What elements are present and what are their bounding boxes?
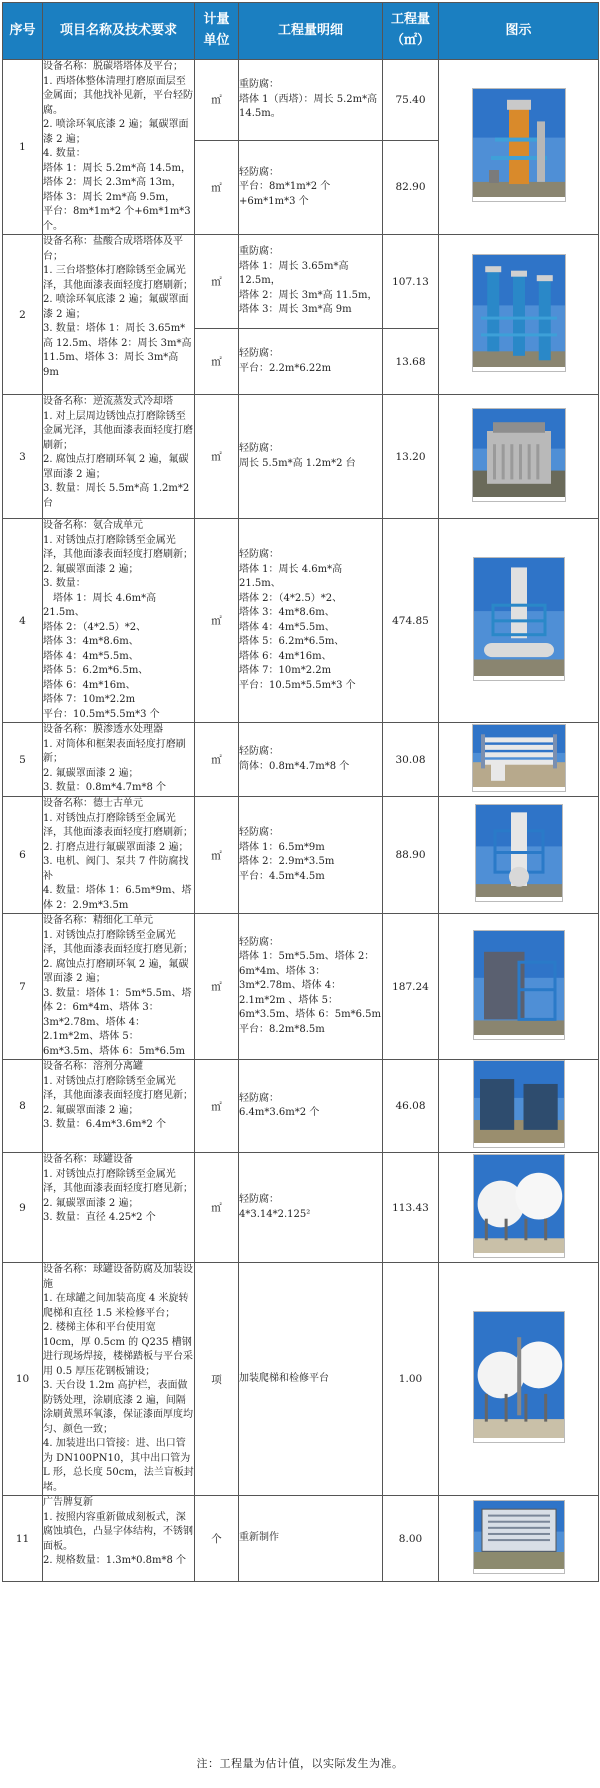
text-line: 6.4m*3.6m*2 个 bbox=[239, 1107, 320, 1118]
quantity-value: 13.20 bbox=[383, 395, 439, 519]
header-detail: 工程量明细 bbox=[239, 3, 383, 60]
quantity-detail bbox=[239, 519, 383, 723]
table-row bbox=[3, 1496, 599, 1582]
quantity-detail bbox=[239, 329, 383, 395]
text-line: 4. 数量： bbox=[43, 148, 86, 159]
item-requirements bbox=[43, 235, 195, 395]
text-line: 2. 规格数量：1.3m*0.8m*8 个 bbox=[43, 1555, 187, 1566]
text-line: 塔体 1：周长 3.65m*高 12.5m， bbox=[239, 260, 352, 287]
text-line: 周长 5.5m*高 1.2m*2 台 bbox=[239, 457, 356, 469]
header-item: 项目名称及技术要求 bbox=[43, 3, 195, 60]
item-requirements bbox=[43, 797, 195, 914]
row-number: 2 bbox=[3, 235, 43, 395]
text-line: 轻防腐： bbox=[239, 1092, 279, 1104]
equipment-photo bbox=[472, 724, 566, 792]
text-line: 塔体 3：周长 3m*高 9m bbox=[239, 304, 352, 316]
text-line: 设备名称：球罐设备 bbox=[43, 1154, 133, 1165]
unit-cell: ㎡ bbox=[195, 797, 239, 914]
solvent-tanks-photo bbox=[474, 1061, 564, 1143]
header-no: 序号 bbox=[3, 3, 43, 60]
text-line: 塔体 7：10m*2.2m bbox=[239, 665, 332, 676]
text-line: 1. 对锈蚀点打磨除锈至金属光泽，其他面漆表面轻度打磨刷新； bbox=[43, 812, 193, 838]
item-requirements bbox=[43, 1496, 195, 1582]
text-line: 塔体 6：4m*16m、 bbox=[239, 650, 332, 662]
text-line: 1. 对上层周边锈蚀点打磨除锈至金属光泽，其他面漆表面轻度打磨刷新； bbox=[43, 410, 193, 451]
text-line: 重防腐： bbox=[239, 246, 279, 258]
item-requirements bbox=[43, 914, 195, 1060]
unit-cell: ㎡ bbox=[195, 60, 239, 141]
hydrochloric-acid-towers-photo bbox=[473, 255, 565, 367]
text-line: 设备名称：膜渗透水处理器 bbox=[43, 724, 163, 735]
text-line: 3. 电机、阀门、泵共 7 件防腐找补 bbox=[43, 856, 189, 882]
header-image: 图示 bbox=[439, 3, 599, 60]
quantity-detail bbox=[239, 235, 383, 329]
text-line: 塔体 1（西塔）：周长 5.2m*高 14.5m。 bbox=[239, 93, 381, 120]
quantity-value: 75.40 bbox=[383, 60, 439, 141]
illustration-cell bbox=[439, 519, 599, 723]
header-unit-line1: 计量 bbox=[203, 12, 230, 28]
text-line: 塔体 2：周长 3m*高 11.5m， bbox=[239, 289, 378, 301]
text-line: 2. 喷涂环氧底漆 2 遍；氟碳罩面漆 2 遍； bbox=[43, 119, 189, 145]
item-requirements bbox=[43, 1153, 195, 1263]
unit-cell: ㎡ bbox=[195, 140, 239, 234]
text-line: 2. 喷涂环氧底漆 2 遍；氟碳罩面漆 2 遍； bbox=[43, 294, 189, 320]
text-line: 重新制作 bbox=[239, 1532, 279, 1544]
text-line: 塔体 1：周长 4.6m*高 21.5m、 bbox=[239, 563, 346, 589]
text-line: 3. 天台设 1.2m 高护栏，表面做防锈处理，涂刷底漆 2 遍，间隔涂刷黄黑环氧漆，保证漆面厚度均匀、颜色一致； bbox=[43, 1380, 193, 1435]
quantity-detail bbox=[239, 797, 383, 914]
unit-cell: ㎡ bbox=[195, 723, 239, 797]
text-line: 3. 数量：塔体 1：5m*5.5m、塔体 2：6m*4m、塔体 3：3m*2.78m、塔体 4：2.1m*2m、塔体 5：6m*3.5m、塔体 6：5m*6.5m bbox=[43, 987, 192, 1057]
desulfurization-tower-photo bbox=[473, 89, 565, 197]
header-row bbox=[3, 3, 599, 60]
text-line: 1. 在球罐之间加装高度 4 米旋转爬梯和直径 1.5 米检修平台； bbox=[43, 1293, 189, 1319]
quantity-value: 88.90 bbox=[383, 797, 439, 914]
row-number: 5 bbox=[3, 723, 43, 797]
equipment-photo bbox=[473, 1060, 565, 1148]
quantity-detail bbox=[239, 395, 383, 519]
text-line: 4*3.14*2.125² bbox=[239, 1208, 311, 1220]
text-line: 塔体 2：（4*2.5）*2、 bbox=[239, 592, 343, 604]
text-line: 设备名称：德士古单元 bbox=[43, 798, 143, 809]
row-number: 10 bbox=[3, 1263, 43, 1496]
table-row bbox=[3, 1060, 599, 1153]
text-line: 筒体：0.8m*4.7m*8 个 bbox=[239, 760, 350, 772]
quantity-detail bbox=[239, 1263, 383, 1496]
text-line: 平台：10.5m*5.5m*3 个 bbox=[239, 679, 356, 691]
quantity-value: 113.43 bbox=[383, 1153, 439, 1263]
table-row bbox=[3, 235, 599, 329]
text-line: 塔体 1：6.5m*9m bbox=[239, 841, 325, 853]
text-line: 1. 按照内容重新做成刻板式，深腐蚀填色，凸显字体结构，不锈钢面板。 bbox=[43, 1511, 193, 1552]
text-line: 塔体 1：周长 4.6m*高 21.5m、 bbox=[43, 592, 160, 618]
text-line: 1. 对锈蚀点打磨除锈至金属光泽，其他面漆表面轻度打磨见新； bbox=[43, 1075, 193, 1101]
text-line: 设备名称：精细化工单元 bbox=[43, 915, 153, 926]
text-line: 设备名称：氨合成单元 bbox=[43, 520, 143, 531]
text-line: 1. 三台塔整体打磨除锈至金属光泽，其他面漆表面轻度打磨刷新； bbox=[43, 265, 193, 291]
illustration-cell bbox=[439, 1153, 599, 1263]
table-row bbox=[3, 914, 599, 1060]
item-requirements bbox=[43, 723, 195, 797]
quantity-value: 13.68 bbox=[383, 329, 439, 395]
table-row bbox=[3, 1263, 599, 1496]
quantity-detail bbox=[239, 140, 383, 234]
table-row bbox=[3, 60, 599, 141]
table-row bbox=[3, 395, 599, 519]
table-row bbox=[3, 519, 599, 723]
equipment-photo bbox=[472, 254, 566, 372]
equipment-photo bbox=[475, 804, 563, 902]
header-qty-line2: （㎡） bbox=[390, 33, 430, 48]
item-requirements bbox=[43, 1060, 195, 1153]
row-number: 7 bbox=[3, 914, 43, 1060]
quantity-value: 46.08 bbox=[383, 1060, 439, 1153]
text-line: 塔体 1：5m*5.5m、塔体 2：6m*4m、塔体 3：3m*2.78m、塔体 4：2.1m*2m 、塔体 5：6m*3.5m、塔体 6：5m*6.5m bbox=[239, 951, 382, 1021]
header-qty bbox=[383, 3, 439, 60]
text-line: 加装爬梯和检修平台 bbox=[239, 1372, 329, 1384]
unit-cell: ㎡ bbox=[195, 519, 239, 723]
unit-cell: ㎡ bbox=[195, 914, 239, 1060]
cooling-tower-photo bbox=[473, 409, 565, 497]
quantity-value: 474.85 bbox=[383, 519, 439, 723]
item-requirements bbox=[43, 60, 195, 235]
illustration-cell bbox=[439, 1496, 599, 1582]
quantity-value: 1.00 bbox=[383, 1263, 439, 1496]
illustration-cell bbox=[439, 723, 599, 797]
text-line: 2. 楼梯主体和平台使用宽 10cm，厚 0.5cm 的 Q235 槽钢进行现场焊接，楼梯踏板与平台采用 0.5 厚压花钢板铺设； bbox=[43, 1322, 193, 1377]
membrane-water-processor-photo bbox=[473, 725, 565, 787]
text-line: 塔体 5：6.2m*6.5m、 bbox=[43, 665, 149, 676]
text-line: 塔体 6：4m*16m、 bbox=[43, 679, 136, 691]
text-line: 轻防腐： bbox=[239, 443, 279, 454]
equipment-photo bbox=[473, 557, 565, 681]
ammonia-synthesis-unit-photo bbox=[474, 558, 564, 676]
illustration-cell bbox=[439, 1060, 599, 1153]
text-line: 4. 加装进出口管接：进、出口管为 DN100PN10，其中出口管为 L 形，总长度 50cm，法兰盲板封堵。 bbox=[43, 1438, 194, 1493]
quantity-value: 82.90 bbox=[383, 140, 439, 234]
illustration-cell bbox=[439, 235, 599, 395]
text-line: 塔体 1：周长 5.2m*高 14.5m， bbox=[43, 162, 192, 174]
equipment-photo bbox=[473, 1311, 565, 1443]
text-line: 2. 氟碳罩面漆 2 遍； bbox=[43, 563, 139, 575]
text-line: 1. 对锈蚀点打磨除锈至金属光泽，其他面漆表面轻度打磨刷新； bbox=[43, 534, 193, 560]
text-line: 轻防腐： bbox=[239, 348, 279, 359]
row-number: 9 bbox=[3, 1153, 43, 1263]
row-number: 4 bbox=[3, 519, 43, 723]
unit-cell: 项 bbox=[195, 1263, 239, 1496]
quantity-detail bbox=[239, 914, 383, 1060]
unit-cell: ㎡ bbox=[195, 1060, 239, 1153]
text-line: 设备名称：盐酸合成塔塔体及平台； bbox=[43, 236, 183, 262]
text-line: 3. 数量： bbox=[43, 578, 86, 589]
text-line: 2. 氟碳罩面漆 2 遍； bbox=[43, 1104, 139, 1116]
table-row bbox=[3, 1153, 599, 1263]
text-line: 3. 数量：直径 4.25*2 个 bbox=[43, 1212, 156, 1223]
text-line: 塔体 5：6.2m*6.5m、 bbox=[239, 636, 345, 647]
text-line: 轻防腐： bbox=[239, 166, 279, 178]
equipment-photo bbox=[472, 88, 566, 202]
header-qty-line1: 工程量 bbox=[390, 12, 430, 28]
quantity-value: 30.08 bbox=[383, 723, 439, 797]
text-line: 平台：10.5m*5.5m*3 个 bbox=[43, 708, 160, 720]
item-requirements bbox=[43, 395, 195, 519]
text-line: 塔体 4：4m*5.5m、 bbox=[43, 650, 139, 662]
equipment-photo bbox=[472, 408, 566, 502]
text-line: 塔体 4：4m*5.5m、 bbox=[239, 621, 335, 633]
illustration-cell bbox=[439, 797, 599, 914]
row-number: 11 bbox=[3, 1496, 43, 1582]
text-line: 塔体 3：4m*8.6m、 bbox=[239, 607, 335, 618]
header-unit-line2: 单位 bbox=[203, 33, 230, 48]
text-line: 轻防腐： bbox=[239, 1194, 279, 1205]
text-line: 2. 打磨点进行氟碳罩面漆 2 遍； bbox=[43, 841, 189, 853]
equipment-photo bbox=[473, 1500, 565, 1574]
text-line: 塔体 7：10m*2.2m bbox=[43, 694, 136, 705]
text-line: 广告牌复新 bbox=[43, 1497, 93, 1508]
unit-cell: ㎡ bbox=[195, 395, 239, 519]
quantity-value: 187.24 bbox=[383, 914, 439, 1060]
text-line: 轻防腐： bbox=[239, 746, 279, 757]
quantity-detail bbox=[239, 723, 383, 797]
equipment-photo bbox=[473, 1154, 565, 1258]
text-line: 3. 数量：塔体 1：周长 3.65m*高 12.5m、塔体 2：周长 3m*高 11.5m、塔体 3：周长 3m*高 9m bbox=[43, 323, 195, 378]
spherical-tanks-ladder-photo bbox=[474, 1312, 564, 1438]
text-line: 3. 数量：周长 5.5m*高 1.2m*2 台 bbox=[43, 483, 193, 509]
text-line: 平台：4.5m*4.5m bbox=[239, 870, 325, 882]
text-line: 塔体 2：（4*2.5）*2、 bbox=[43, 621, 147, 633]
header-unit bbox=[195, 3, 239, 60]
quantity-table bbox=[2, 2, 599, 1582]
row-number: 3 bbox=[3, 395, 43, 519]
text-line: 塔体 2：周长 2.3m*高 13m， bbox=[43, 177, 182, 188]
illustration-cell bbox=[439, 914, 599, 1060]
quantity-detail bbox=[239, 1496, 383, 1582]
text-line: 1. 对锈蚀点打磨除锈至金属光泽，其他面漆表面轻度打磨见新； bbox=[43, 929, 193, 955]
illustration-cell bbox=[439, 395, 599, 519]
text-line: 1. 对锈蚀点打磨除锈至金属光泽，其他面漆表面轻度打磨见新； bbox=[43, 1168, 193, 1194]
text-line: 1. 对筒体和框架表面轻度打磨刷新； bbox=[43, 738, 186, 764]
texaco-unit-photo bbox=[476, 805, 562, 897]
row-number: 8 bbox=[3, 1060, 43, 1153]
text-line: 3. 数量：6.4m*3.6m*2 个 bbox=[43, 1119, 167, 1130]
table-row bbox=[3, 723, 599, 797]
text-line: 3. 数量：0.8m*4.7m*8 个 bbox=[43, 782, 167, 793]
text-line: 平台：2.2m*6.22m bbox=[239, 362, 332, 374]
footnote: 注：工程量为估计值，以实际发生为准。 bbox=[196, 1757, 404, 1770]
quantity-detail bbox=[239, 1153, 383, 1263]
spherical-tanks-photo bbox=[474, 1155, 564, 1253]
text-line: 塔体 3：4m*8.6m、 bbox=[43, 636, 139, 647]
unit-cell: 个 bbox=[195, 1496, 239, 1582]
row-number: 6 bbox=[3, 797, 43, 914]
text-line: 轻防腐： bbox=[239, 827, 279, 838]
text-line: 平台：8m*1m*2 个+6m*1m*3 个。 bbox=[43, 206, 194, 232]
text-line: 设备名称：逆流蒸发式冷却塔 bbox=[43, 396, 173, 407]
text-line: 平台：8.2m*8.5m bbox=[239, 1023, 325, 1035]
text-line: 2. 氟碳罩面漆 2 遍； bbox=[43, 1197, 139, 1209]
illustration-cell bbox=[439, 60, 599, 235]
text-line: 4. 数量：塔体 1：6.5m*9m、塔体 2：2.9m*3.5m bbox=[43, 885, 192, 911]
text-line: 轻防腐： bbox=[239, 549, 279, 560]
text-line: 2. 氟碳罩面漆 2 遍； bbox=[43, 767, 139, 779]
text-line: 设备名称：溶剂分离罐 bbox=[43, 1061, 143, 1072]
table-row bbox=[3, 797, 599, 914]
illustration-cell bbox=[439, 1263, 599, 1496]
unit-cell: ㎡ bbox=[195, 235, 239, 329]
unit-cell: ㎡ bbox=[195, 329, 239, 395]
quantity-value: 8.00 bbox=[383, 1496, 439, 1582]
text-line: 塔体 2：2.9m*3.5m bbox=[239, 856, 335, 867]
text-line: 平台：8m*1m*2 个+6m*1m*3 个 bbox=[239, 181, 331, 207]
text-line: 2. 腐蚀点打磨刷环氧 2 遍，氟碳罩面漆 2 遍； bbox=[43, 454, 189, 480]
unit-cell: ㎡ bbox=[195, 1153, 239, 1263]
text-line: 设备名称：脱碳塔塔体及平台； bbox=[43, 61, 183, 72]
quantity-detail bbox=[239, 60, 383, 141]
text-line: 1. 西塔体整体清理打磨原面层至金属面；其他找补见新，平台轻防腐。 bbox=[43, 75, 193, 116]
fine-chemical-unit-photo bbox=[474, 931, 564, 1035]
text-line: 轻防腐： bbox=[239, 936, 279, 948]
text-line: 塔体 3：周长 2m*高 9.5m， bbox=[43, 191, 176, 203]
text-line: 设备名称：球罐设备防腐及加装设施 bbox=[43, 1264, 193, 1290]
quantity-detail bbox=[239, 1060, 383, 1153]
text-line: 重防腐： bbox=[239, 79, 279, 91]
equipment-photo bbox=[473, 930, 565, 1040]
row-number: 1 bbox=[3, 60, 43, 235]
quantity-value: 107.13 bbox=[383, 235, 439, 329]
signboard-photo bbox=[474, 1501, 564, 1569]
item-requirements bbox=[43, 1263, 195, 1496]
item-requirements bbox=[43, 519, 195, 723]
text-line: 2. 腐蚀点打磨刷环氧 2 遍，氟碳罩面漆 2 遍； bbox=[43, 958, 189, 984]
